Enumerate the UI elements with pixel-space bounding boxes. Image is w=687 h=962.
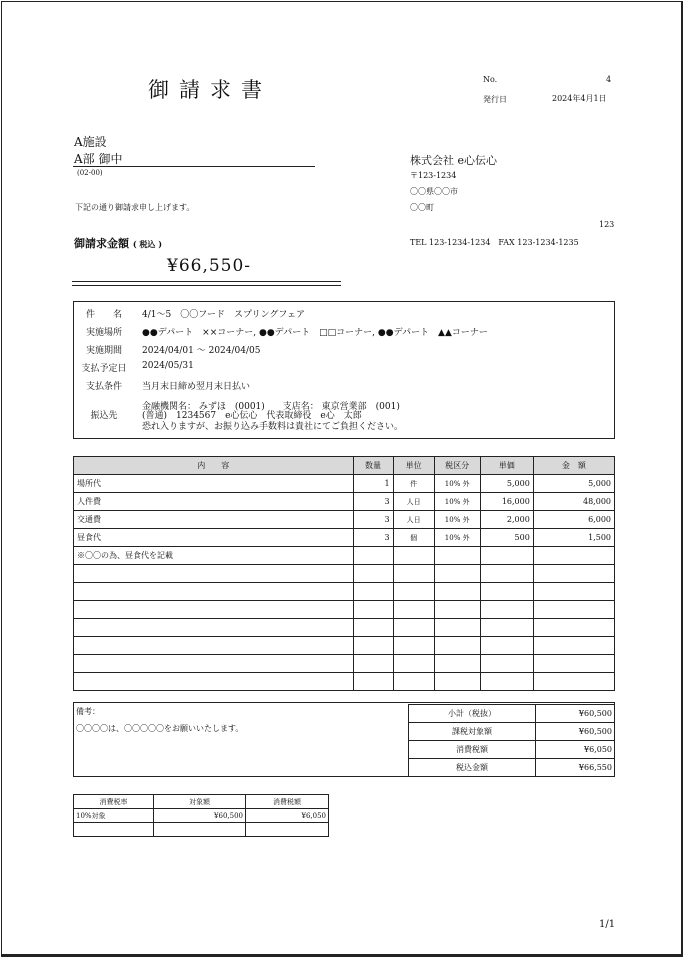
amount-underline-1 <box>72 281 341 282</box>
item-description: 交通費 <box>74 511 354 529</box>
item-unit-price <box>480 655 533 673</box>
item-amount <box>533 637 614 655</box>
tax-amount <box>246 823 329 837</box>
item-unit <box>393 637 434 655</box>
item-amount <box>533 547 614 565</box>
item-quantity <box>353 565 393 583</box>
item-unit <box>393 547 434 565</box>
document-title: 御請求書 <box>148 78 272 102</box>
info-value: 金融機関名： みずほ (0001) 支店名： 東京営業部 (001) <box>142 402 400 412</box>
table-row <box>74 655 615 673</box>
amount-tax-note: ( 税込 ) <box>132 239 162 249</box>
info-value: 4/1～5 〇〇フード スプリングフェア <box>142 310 305 320</box>
table-row <box>74 583 615 601</box>
page-number: 1/1 <box>599 919 616 930</box>
recipient-code: (02-00) <box>77 169 103 177</box>
item-quantity: 3 <box>353 493 393 511</box>
summary-label: 小計（税抜） <box>409 705 536 723</box>
summary-row-subtotal <box>409 705 615 723</box>
table-row <box>74 565 615 583</box>
summary-row-tax <box>409 741 615 759</box>
table-row <box>74 475 615 493</box>
item-tax-category <box>434 655 480 673</box>
item-quantity <box>353 619 393 637</box>
remarks-title: 備考： <box>76 707 100 716</box>
table-row <box>74 637 615 655</box>
item-unit-price <box>480 547 533 565</box>
item-quantity <box>353 583 393 601</box>
tax-base <box>154 823 246 837</box>
item-unit-price <box>480 637 533 655</box>
table-row <box>74 529 615 547</box>
col-header-unit: 単位 <box>393 457 434 475</box>
item-tax-category <box>434 619 480 637</box>
tax-breakdown-table <box>73 794 329 837</box>
summary-label: 税込金額 <box>409 759 536 777</box>
no-value: 4 <box>606 75 612 84</box>
recipient-underline <box>73 166 315 167</box>
item-description: 人件費 <box>74 493 354 511</box>
item-tax-category <box>434 673 480 691</box>
tax-amount: ¥6,050 <box>246 809 329 823</box>
summary-value: ¥60,500 <box>536 705 615 723</box>
item-amount <box>533 565 614 583</box>
items-table <box>73 456 615 691</box>
amount-value: ¥66,550- <box>167 256 252 276</box>
info-value: 当月末日締め翌月末日払い <box>142 382 251 392</box>
summary-label: 消費税額 <box>409 741 536 759</box>
info-label: 件 名 <box>85 310 122 320</box>
item-description <box>74 583 354 601</box>
item-amount <box>533 601 614 619</box>
item-description: 場所代 <box>74 475 354 493</box>
project-info-box <box>73 301 615 439</box>
tax-row <box>74 823 329 837</box>
recipient-department: A部 御中 <box>74 152 123 166</box>
summary-value: ¥60,500 <box>536 723 615 741</box>
item-unit <box>393 601 434 619</box>
info-value: 2024/05/31 <box>142 361 194 371</box>
item-unit-price <box>480 583 533 601</box>
item-tax-category: 10% 外 <box>434 529 480 547</box>
item-unit-price <box>480 601 533 619</box>
col-header-tax-category: 税区分 <box>434 457 480 475</box>
table-row <box>74 619 615 637</box>
tax-col-base: 対象額 <box>154 795 246 809</box>
item-amount: 1,500 <box>533 529 614 547</box>
tax-rate <box>74 823 154 837</box>
item-unit <box>393 673 434 691</box>
item-unit: 個 <box>393 529 434 547</box>
item-unit-price: 16,000 <box>480 493 533 511</box>
item-unit-price <box>480 673 533 691</box>
table-row <box>74 511 615 529</box>
col-header-quantity: 数量 <box>353 457 393 475</box>
item-unit-price <box>480 619 533 637</box>
summary-table <box>408 704 615 777</box>
item-quantity <box>353 601 393 619</box>
item-unit <box>393 583 434 601</box>
item-unit <box>393 619 434 637</box>
summary-label: 課税対象額 <box>409 723 536 741</box>
tax-col-rate: 消費税率 <box>74 795 154 809</box>
item-tax-category: 10% 外 <box>434 475 480 493</box>
item-quantity <box>353 547 393 565</box>
item-quantity <box>353 637 393 655</box>
item-description: ※〇〇の為、昼食代を記載 <box>74 547 354 565</box>
item-quantity <box>353 655 393 673</box>
item-tax-category <box>434 583 480 601</box>
item-amount: 6,000 <box>533 511 614 529</box>
table-row <box>74 547 615 565</box>
table-row <box>74 673 615 691</box>
issue-date-label: 発行日 <box>483 95 507 104</box>
recipient-facility: A施設 <box>74 135 107 149</box>
item-description: 昼食代 <box>74 529 354 547</box>
item-unit: 人日 <box>393 511 434 529</box>
info-label: 振込先 <box>90 411 118 421</box>
col-header-amount: 金 額 <box>533 457 614 475</box>
item-tax-category: 10% 外 <box>434 511 480 529</box>
item-tax-category <box>434 637 480 655</box>
item-quantity: 3 <box>353 511 393 529</box>
info-label: 支払予定日 <box>81 364 127 374</box>
item-unit-price: 5,000 <box>480 475 533 493</box>
tax-header-row <box>74 795 329 809</box>
col-header-unit-price: 単価 <box>480 457 533 475</box>
items-header-row <box>74 457 615 475</box>
amount-label-text: 御請求金額 <box>74 237 129 250</box>
issuer-name: 株式会社 e心伝心 <box>410 154 498 167</box>
tax-rate: 10%対象 <box>74 809 154 823</box>
item-quantity <box>353 673 393 691</box>
intro-text: 下記の通り御請求申し上げます。 <box>75 203 195 212</box>
item-unit: 件 <box>393 475 434 493</box>
item-description <box>74 637 354 655</box>
info-value: 恐れ入りますが、お振り込み手数料は貴社にてご負担ください。 <box>142 422 404 432</box>
summary-row-total <box>409 759 615 777</box>
item-description <box>74 619 354 637</box>
col-header-description: 内 容 <box>74 457 354 475</box>
info-value: 2024/04/01 ～ 2024/04/05 <box>142 346 261 356</box>
item-unit-price: 500 <box>480 529 533 547</box>
summary-row-taxable <box>409 723 615 741</box>
tax-row <box>74 809 329 823</box>
remarks-body: 〇〇〇〇は、〇〇〇〇〇をお願いいたします。 <box>76 724 244 733</box>
item-unit <box>393 655 434 673</box>
issuer-address-3: 123 <box>599 220 615 229</box>
item-description <box>74 673 354 691</box>
summary-value: ¥6,050 <box>536 741 615 759</box>
item-amount <box>533 583 614 601</box>
item-amount: 5,000 <box>533 475 614 493</box>
item-unit <box>393 565 434 583</box>
issuer-zip: 〒123-1234 <box>410 171 457 180</box>
info-label: 実施期間 <box>85 346 122 356</box>
info-label: 支払条件 <box>85 382 122 392</box>
amount-underline-2 <box>72 285 341 286</box>
info-value: (普通) 1234567 e心伝心 代表取締役 e心 太郎 <box>142 411 362 421</box>
issuer-address-1: 〇〇県〇〇市 <box>410 187 458 196</box>
item-unit-price: 2,000 <box>480 511 533 529</box>
item-quantity: 3 <box>353 529 393 547</box>
item-quantity: 1 <box>353 475 393 493</box>
item-tax-category <box>434 601 480 619</box>
table-row <box>74 601 615 619</box>
issue-date-value: 2024年4月1日 <box>552 94 607 103</box>
invoice-sheet <box>1 1 683 957</box>
item-amount: 48,000 <box>533 493 614 511</box>
issuer-address-2: 〇〇町 <box>410 203 434 212</box>
item-unit: 人日 <box>393 493 434 511</box>
info-value: ●●デパート ××コーナー, ●●デパート □□コーナー, ●●デパート ▲▲コーナー <box>142 328 488 338</box>
item-tax-category: 10% 外 <box>434 493 480 511</box>
item-description <box>74 601 354 619</box>
amount-label <box>74 235 162 251</box>
info-label: 実施場所 <box>85 328 122 338</box>
item-description <box>74 565 354 583</box>
tax-col-tax: 消費税額 <box>246 795 329 809</box>
item-tax-category <box>434 565 480 583</box>
issuer-tel-fax: TEL 123-1234-1234 FAX 123-1234-1235 <box>410 238 579 247</box>
item-unit-price <box>480 565 533 583</box>
tax-base: ¥60,500 <box>154 809 246 823</box>
item-description <box>74 655 354 673</box>
item-amount <box>533 655 614 673</box>
item-amount <box>533 673 614 691</box>
summary-value: ¥66,550 <box>536 759 615 777</box>
item-amount <box>533 619 614 637</box>
remarks-box <box>73 702 615 777</box>
table-row <box>74 493 615 511</box>
item-tax-category <box>434 547 480 565</box>
no-label: No. <box>483 75 498 84</box>
